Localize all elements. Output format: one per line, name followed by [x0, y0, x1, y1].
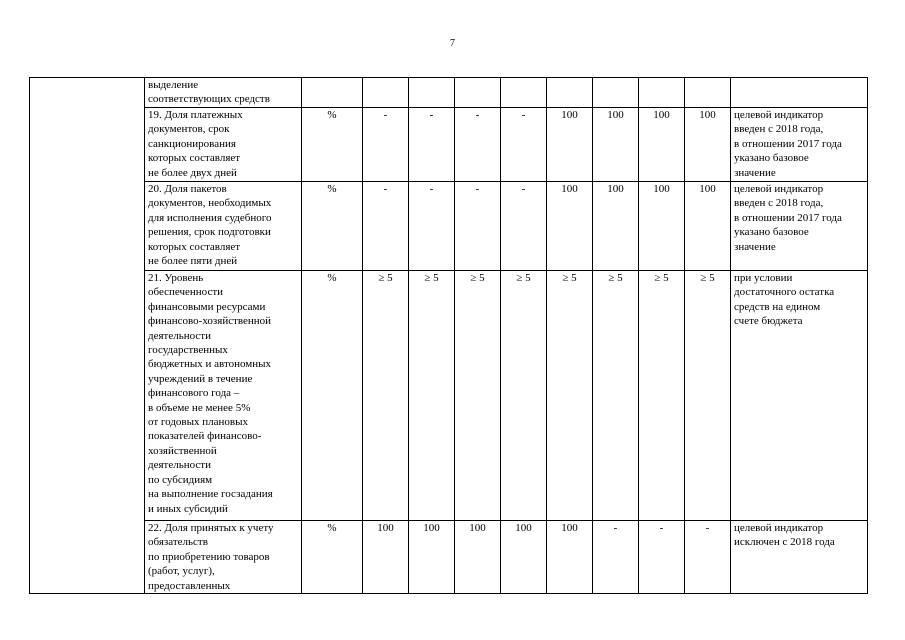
value-cell: 100: [547, 108, 593, 182]
value-cell: ≥ 5: [685, 271, 731, 521]
value-cell: -: [455, 108, 501, 182]
table-row: [30, 521, 868, 594]
value-cell: -: [501, 108, 547, 182]
value-cell: -: [363, 182, 409, 271]
value-cell: ≥ 5: [639, 271, 685, 521]
value-cell: [501, 78, 547, 108]
note-cell: [731, 78, 868, 108]
value-cell: 100: [409, 521, 455, 594]
value-cell: [547, 78, 593, 108]
value-cell: -: [593, 521, 639, 594]
empty-left-cell: [30, 78, 145, 594]
value-cell: ≥ 5: [363, 271, 409, 521]
value-cell: ≥ 5: [547, 271, 593, 521]
indicator-name: выделение соответствующих средств: [145, 78, 302, 108]
table-row: [30, 108, 868, 182]
value-cell: -: [455, 182, 501, 271]
note-cell: при условии достаточного остатка средств на едином счете бюджета: [731, 271, 868, 521]
page-number: 7: [450, 38, 455, 49]
table-row: [30, 78, 868, 108]
value-cell: ≥ 5: [501, 271, 547, 521]
table-row: [30, 271, 868, 521]
value-cell: [593, 78, 639, 108]
note-cell: целевой индикатор исключен с 2018 года: [731, 521, 868, 594]
indicator-name: 21. Уровень обеспеченности финансовыми ресурсами финансово-хозяйственной деятельности государственных бюджетных и автономных учреждений в течение финансового года – в объеме не менее 5% от годовых плановых показателей финансово- хозяйственной деятельности по субсидиям на выполнение госзадания и иных субсидий: [145, 271, 302, 521]
value-cell: 100: [501, 521, 547, 594]
value-cell: 100: [547, 521, 593, 594]
value-cell: [409, 78, 455, 108]
unit-cell: %: [302, 271, 363, 521]
value-cell: ≥ 5: [593, 271, 639, 521]
value-cell: -: [639, 521, 685, 594]
value-cell: 100: [547, 182, 593, 271]
value-cell: ≥ 5: [455, 271, 501, 521]
indicators-table: [29, 77, 868, 594]
unit-cell: [302, 78, 363, 108]
value-cell: [363, 78, 409, 108]
value-cell: -: [501, 182, 547, 271]
value-cell: 100: [685, 108, 731, 182]
value-cell: 100: [455, 521, 501, 594]
unit-cell: %: [302, 182, 363, 271]
value-cell: 100: [639, 108, 685, 182]
indicator-name: 20. Доля пакетов документов, необходимых для исполнения судебного решения, срок подготовки которых составляет не более пяти дней: [145, 182, 302, 271]
indicator-name: 22. Доля принятых к учету обязательств по приобретению товаров (работ, услуг), предоставленных: [145, 521, 302, 594]
unit-cell: %: [302, 521, 363, 594]
value-cell: [639, 78, 685, 108]
value-cell: ≥ 5: [409, 271, 455, 521]
table-row: [30, 182, 868, 271]
value-cell: -: [685, 521, 731, 594]
indicator-name: 19. Доля платежных документов, срок санкционирования которых составляет не более двух дней: [145, 108, 302, 182]
note-cell: целевой индикатор введен с 2018 года, в отношении 2017 года указано базовое значение: [731, 108, 868, 182]
unit-cell: %: [302, 108, 363, 182]
value-cell: -: [409, 182, 455, 271]
note-cell: целевой индикатор введен с 2018 года, в отношении 2017 года указано базовое значение: [731, 182, 868, 271]
value-cell: [685, 78, 731, 108]
value-cell: [455, 78, 501, 108]
value-cell: -: [409, 108, 455, 182]
value-cell: 100: [593, 182, 639, 271]
value-cell: 100: [685, 182, 731, 271]
value-cell: 100: [363, 521, 409, 594]
value-cell: 100: [593, 108, 639, 182]
value-cell: 100: [639, 182, 685, 271]
value-cell: -: [363, 108, 409, 182]
